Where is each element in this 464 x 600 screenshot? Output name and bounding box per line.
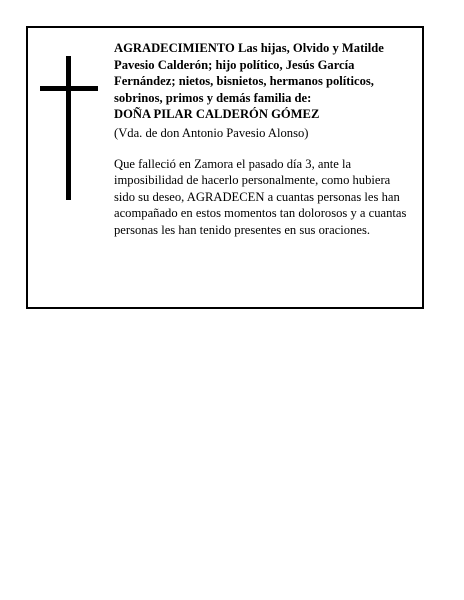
notice-heading: AGRADECIMIENTO Las hijas, Olvido y Matilde Pavesio Calderón; hijo político, Jesús García Fernández; nietos, bisnietos, hermanos políticos, sobrinos, primos y demás familia de: (114, 41, 384, 105)
obituary-notice (26, 26, 424, 309)
notice-message: Que falleció en Zamora el pasado día 3, ante la imposibilidad de hacerlo personalmente, como hubiera sido su deseo, AGRADECEN a cuantas personas les han acompañado en estos momentos tan dolorosos y a cuantas personas les han tenido presentes en sus oraciones. (114, 156, 407, 237)
cross-icon (40, 56, 98, 200)
cross-vertical-bar (66, 56, 71, 200)
notice-text (114, 40, 414, 239)
deceased-name: DOÑA PILAR CALDERÓN GÓMEZ (114, 107, 320, 122)
cross-horizontal-bar (40, 86, 98, 91)
spouse-line: (Vda. de don Antonio Pavesio Alonso) (114, 125, 309, 140)
